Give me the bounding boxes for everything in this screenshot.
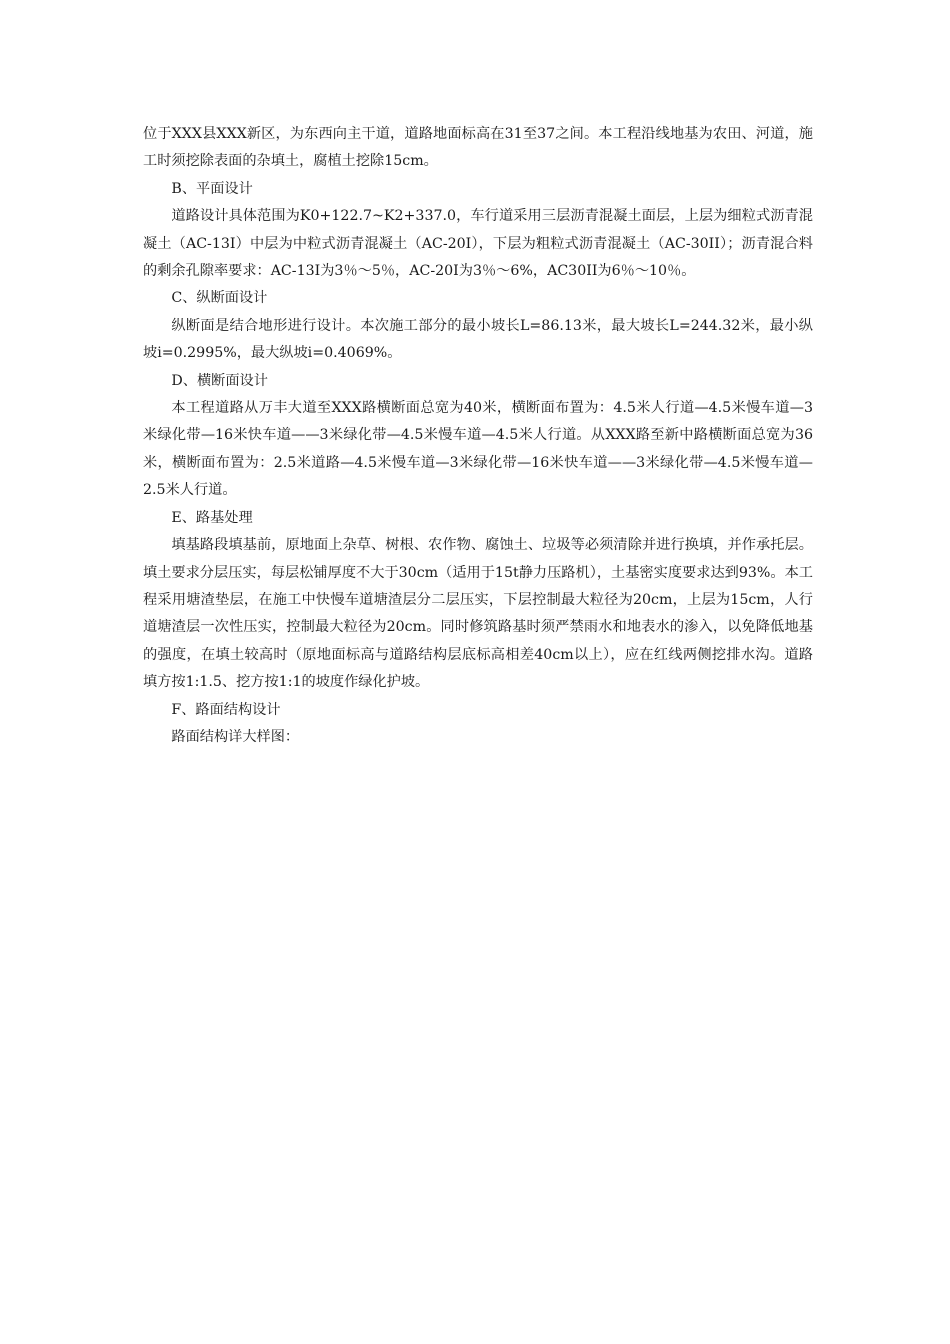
paragraph-longitudinal-design: 纵断面是结合地形进行设计。本次施工部分的最小坡长L=86.13米，最大坡长L=244.32米，最小纵坡i=0.2995%，最大纵坡i=0.4069%。 [143, 317, 813, 362]
paragraph-pavement-detail: 路面结构详大样图： [171, 728, 300, 745]
paragraph-subgrade-treatment: 填基路段填基前，原地面上杂草、树根、农作物、腐蚀土、垃圾等必须清除并进行换填，并作承托层。填土要求分层压实，每层松铺厚度不大于30cm（适用于15t静力压路机），土基密实度要求达到93%。本工程采用塘渣垫层，在施工中快慢车道塘渣层分二层压实，下层控制最大粒径为20cm，上层为15cm，人行道塘渣层一次性压实，控制最大粒径为20cm。同时修筑路基时须严禁雨水和地表水的渗入，以免降低地基的强度，在填土较高时（原地面标高与道路结构层底标高相差40cm以上），应在红线两侧挖排水沟。道路填方按1:1.5、挖方按1:1的坡度作绿化护坡。 [143, 537, 813, 691]
paragraph-location: 位于XXX县XXX新区，为东西向主干道，道路地面标高在31至37之间。本工程沿线地基为农田、河道，施工时须挖除表面的杂填土，腐植土挖除15cm。 [143, 126, 813, 170]
heading-longitudinal-design: C、纵断面设计 [171, 290, 268, 307]
heading-plan-design: B、平面设计 [171, 180, 253, 197]
heading-subgrade-treatment: E、路基处理 [171, 509, 253, 526]
paragraph-cross-section-design: 本工程道路从万丰大道至XXX路横断面总宽为40米，横断面布置为：4.5米人行道—4.5米慢车道—3米绿化带—16米快车道——3米绿化带—4.5米慢车道—4.5米人行道。从XXX路至新中路横断面总宽为36米，横断面布置为：2.5米道路—4.5米慢车道—3米绿化带—16米快车道——3米绿化带—4.5米慢车道—2.5米人行道。 [143, 400, 813, 499]
heading-cross-section-design: D、横断面设计 [171, 372, 268, 389]
document-page [143, 121, 813, 751]
heading-pavement-structure: F、路面结构设计 [171, 701, 281, 718]
paragraph-plan-design: 道路设计具体范围为K0+122.7~K2+337.0，车行道采用三层沥青混凝土面层，上层为细粒式沥青混凝土（AC-13I）中层为中粒式沥青混凝土（AC-20I），下层为粗粒式沥青混凝土（AC-30II）；沥青混合料的剩余孔隙率要求：AC-13I为3％～5％，AC-20I为3％～6%，AC30II为6％～10％。 [143, 208, 813, 280]
